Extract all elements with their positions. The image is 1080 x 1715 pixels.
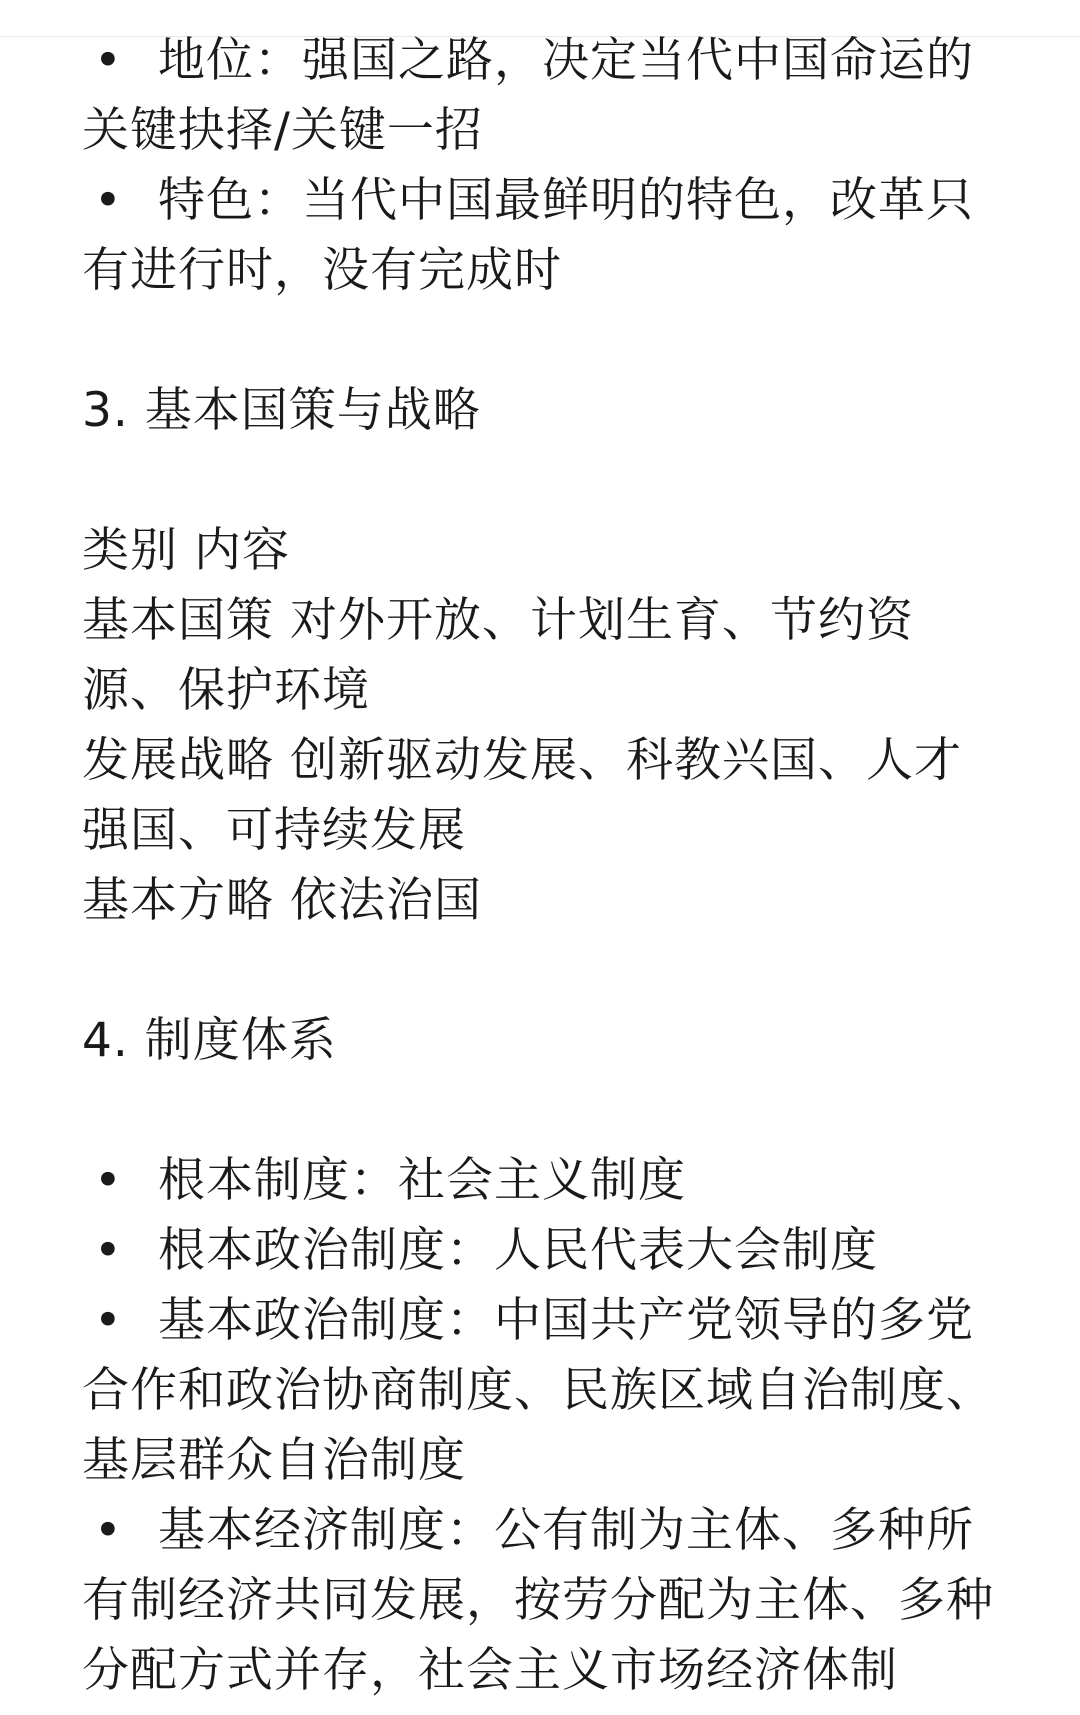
bullet-text: 基本经济制度：公有制为主体、多种所有制经济共同发展，按劳分配为主体、多种分配方式并存，社会主义市场经济体制 — [82, 1503, 994, 1698]
bullet-dot: • — [94, 1223, 123, 1278]
table-row-basic-policy: 基本国策 对外开放、计划生育、节约资源、保护环境 — [82, 593, 914, 718]
bullet-dot: • — [94, 1153, 123, 1208]
bullet-dot: • — [94, 33, 123, 88]
bullet-dot: • — [94, 1503, 123, 1558]
bullet-text: 基本政治制度：中国共产党领导的多党合作和政治协商制度、民族区域自治制度、基层群众自治制度 — [82, 1293, 994, 1488]
spacer — [82, 446, 1002, 516]
spacer — [82, 1076, 1002, 1146]
bullet-item-fundamental-political-system — [82, 1216, 1002, 1286]
table-header: 类别 内容 — [82, 523, 290, 578]
section-heading-3: 3. 基本国策与战略 — [82, 383, 481, 438]
bullet-text: 特色：当代中国最鲜明的特色，改革只有进行时，没有完成时 — [82, 173, 974, 298]
bullet-item-status — [82, 26, 1002, 166]
bullet-text: 地位：强国之路，决定当代中国命运的关键抉择/关键一招 — [82, 33, 974, 158]
bullet-dot: • — [94, 1293, 123, 1348]
table-row-basic-strategy: 基本方略 依法治国 — [82, 873, 482, 928]
bullet-item-basic-political-system — [82, 1286, 1002, 1496]
section-heading-4: 4. 制度体系 — [82, 1013, 337, 1068]
spacer — [82, 936, 1002, 1006]
table-row-development-strategy: 发展战略 创新驱动发展、科教兴国、人才强国、可持续发展 — [82, 733, 962, 858]
bullet-text: 根本制度：社会主义制度 — [158, 1153, 686, 1208]
bullet-item-basic-economic-system — [82, 1496, 1002, 1706]
bullet-dot: • — [94, 173, 123, 228]
bullet-text: 根本政治制度：人民代表大会制度 — [158, 1223, 878, 1278]
spacer — [82, 306, 1002, 376]
bullet-item-feature — [82, 166, 1002, 306]
bullet-item-fundamental-system — [82, 1146, 1002, 1216]
document-body — [82, 26, 1002, 1706]
